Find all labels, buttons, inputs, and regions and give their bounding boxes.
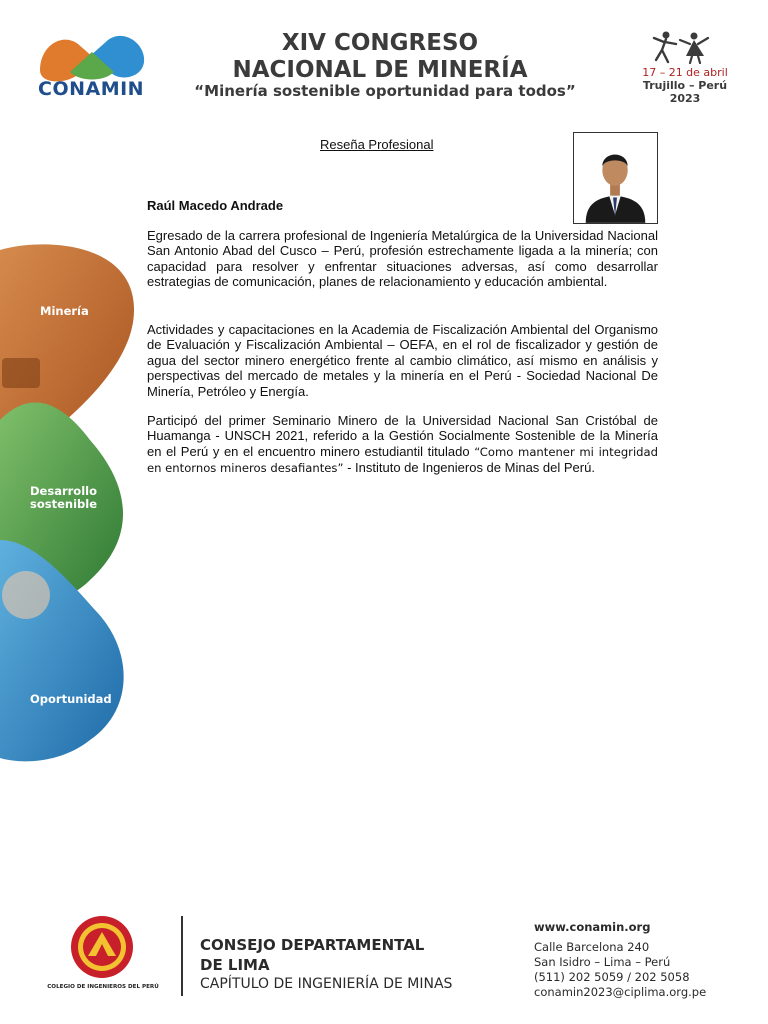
dancers-icon [652, 30, 712, 64]
seminar-title-quote: “Como mantener mi integridad en entornos mineros desafiantes” [147, 444, 658, 476]
congress-title: XIV CONGRESO NACIONAL DE MINERÍA [232, 30, 528, 83]
paragraph-seminar: Participó del primer Seminario Minero de la Universidad Nacional San Cristóbal de Huamanga - UNSCH 2021, referido a la Gestión Socialmente Sostenible de la Minería en el Perú y en el encuentro minero estudiantil titulado “Como mantener mi integridad en entornos mineros desafiantes” - Instituto de Ingenieros de Minas del Perú. [147, 413, 658, 476]
footer-divider [181, 916, 183, 996]
cip-seal-icon [68, 914, 136, 980]
label-mineria: Minería [40, 304, 89, 318]
congress-slogan: “Minería sostenible oportunidad para todos” [194, 82, 576, 100]
label-desarrollo: Desarrollo sostenible [30, 484, 97, 511]
person-shape [2, 571, 50, 619]
phone-text: (511) 202 5059 / 202 5058 [534, 970, 690, 984]
section-title: Reseña Profesional [320, 137, 434, 152]
conamin-logo-text: CONAMIN [38, 78, 145, 100]
contact-block [534, 920, 706, 1000]
email-link[interactable]: conamin2023@ciplima.org.pe [534, 985, 707, 999]
council-name: CONSEJO DEPARTAMENTAL DE LIMA [200, 936, 425, 974]
event-dates: 17 – 21 de abril Trujillo – Perú 2023 [642, 66, 728, 105]
label-oportunidad: Oportunidad [30, 692, 112, 706]
paragraph-activities: Actividades y capacitaciones en la Academia de Fiscalización Ambiental del Organismo de Evaluación y Fiscalización Ambiental – OEFA, en el rol de fiscalizador y gestión de agua del sector minero energético frente al cambio climático, así mismo en análisis y perspectivas del mercado de metales y la minería en el Perú - Sociedad Nacional De Minería, Petróleo y Energía. [147, 322, 658, 399]
chapter-name: CAPÍTULO DE INGENIERÍA DE MINAS [200, 976, 453, 992]
address-line-2: San Isidro – Lima – Perú [534, 955, 671, 969]
seal-caption: COLEGIO DE INGENIEROS DEL PERÚ [47, 984, 159, 990]
person-name: Raúl Macedo Andrade [147, 198, 284, 213]
address-line-1: Calle Barcelona 240 [534, 940, 650, 954]
paragraph-education: Egresado de la carrera profesional de Ingeniería Metalúrgica de la Universidad Nacional San Antonio Abad del Cusco – Perú, profesión estrechamente ligada a la minería; con capacidad para resolver y enfrentar situaciones adversas, así como desarrollar estrategias de comunicación, planes de relacionamiento y educación ambiental. [147, 228, 658, 290]
website-link[interactable]: www.conamin.org [534, 920, 651, 934]
truck-shape [2, 358, 40, 388]
conamin-logo-icon [36, 26, 148, 82]
profile-photo [573, 132, 658, 224]
